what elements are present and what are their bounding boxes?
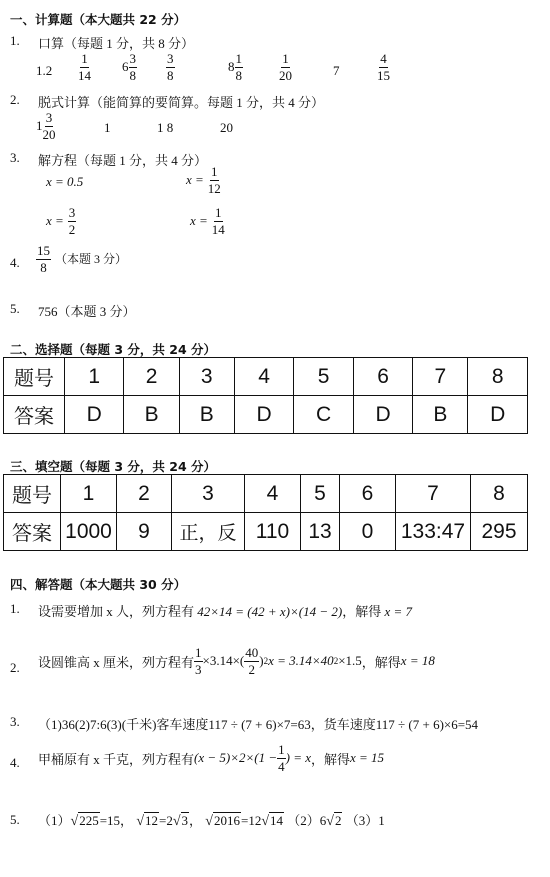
q1-answer-1: 1.2 — [36, 63, 53, 78]
section-4-header: 四、解答题（本大题共 30 分） — [10, 577, 187, 592]
q2-instruction: 脱式计算（能简算的要简算。每题 1 分，共 4 分） — [38, 95, 325, 110]
table-cell: D — [65, 396, 124, 434]
table-cell: 4 — [245, 475, 301, 513]
table-cell: D — [234, 396, 293, 434]
q5-answer: 756（本题 3 分） — [38, 304, 136, 319]
table-cell: 5 — [294, 358, 353, 396]
table-cell: 2 — [124, 358, 179, 396]
row-label-number: 题号 — [4, 358, 65, 396]
q2-answer-3: 1 8 — [157, 120, 174, 135]
q4-number: 4. — [10, 255, 20, 270]
table-cell: B — [124, 396, 179, 434]
q1-instruction: 口算（每题 1 分，共 8 分） — [38, 36, 195, 51]
table-cell: 3 — [179, 358, 234, 396]
s4-q4-number: 4. — [10, 755, 20, 770]
s4-q3-answer: （1)36(2)7:6(3)(千米)客车速度117 ÷ (7 + 6)×7=63，货车速度117 ÷ (7 + 6)×6=54 — [38, 717, 479, 732]
q5-number: 5. — [10, 301, 20, 316]
table-cell: 9 — [117, 513, 172, 551]
table-cell: 4 — [234, 358, 293, 396]
table-cell: C — [294, 396, 353, 434]
table-row-answers — [4, 396, 528, 434]
table-cell: 295 — [471, 513, 528, 551]
table-cell: D — [468, 396, 528, 434]
q2-answer-1: 1 $\frac{3}{20}$ — [36, 110, 56, 142]
table-cell: 7 — [396, 475, 471, 513]
fill-blank-answer-table — [3, 474, 528, 551]
q1-answer-5: 8 $\frac{1}{8}$ — [228, 51, 242, 83]
q1-answer-4: $\frac{3}{8}$ — [167, 51, 174, 83]
table-cell: 1000 — [61, 513, 117, 551]
q1-answer-6: $\frac{1}{20}$ — [279, 51, 292, 83]
table-cell: 5 — [301, 475, 340, 513]
q2-number: 2. — [10, 92, 20, 107]
table-cell: B — [413, 396, 468, 434]
row-label-number: 题号 — [4, 475, 61, 513]
table-cell: 0 — [340, 513, 396, 551]
table-cell: D — [353, 396, 412, 434]
table-cell: 3 — [172, 475, 245, 513]
table-cell: 正，反 — [172, 513, 245, 551]
table-cell: 7 — [413, 358, 468, 396]
q3-instruction: 解方程（每题 1 分，共 4 分） — [38, 153, 208, 168]
q2-answer-2: 1 — [104, 120, 111, 135]
table-cell: 1 — [65, 358, 124, 396]
q1-answer-7: 7 — [333, 63, 340, 78]
choice-answer-table — [3, 357, 528, 434]
table-cell: 8 — [468, 358, 528, 396]
q3-equation-1: x = 0.5 — [46, 174, 84, 189]
s4-q5-answer: （1）√225=15， √12=2√3， √2016=12√14 （2）6√2 （3）1 — [38, 813, 385, 829]
section-2-header: 二、选择题（每题 3 分，共 24 分） — [10, 342, 217, 357]
table-cell: 110 — [245, 513, 301, 551]
row-label-answer: 答案 — [4, 513, 61, 551]
q1-answer-8: $\frac{4}{15}$ — [377, 51, 390, 83]
section-1-header: 一、计算题（本大题共 22 分） — [10, 12, 187, 27]
table-cell: 6 — [340, 475, 396, 513]
table-cell: B — [179, 396, 234, 434]
section-3-header: 三、填空题（每题 3 分，共 24 分） — [10, 459, 217, 474]
q1-answer-2: $\frac{1}{14}$ — [78, 51, 91, 83]
q1-number: 1. — [10, 33, 20, 48]
q3-equation-2: x = $\frac{1}{12}$ — [186, 164, 221, 196]
table-cell: 6 — [353, 358, 412, 396]
s4-q5-number: 5. — [10, 812, 20, 827]
table-cell: 13 — [301, 513, 340, 551]
row-label-answer: 答案 — [4, 396, 65, 434]
s4-q2-answer: 设圆锥高 x 厘米，列方程有 $\frac{1}{3}$ ×3.14×( $\frac{40}{2}$ ) 2 x = 3.14×40 2 ×1.5 ，解得 x = 18 — [38, 645, 435, 677]
table-row-numbers — [4, 358, 528, 396]
q2-answer-4: 20 — [220, 120, 233, 135]
q1-answer-3: 6 $\frac{3}{8}$ — [122, 51, 136, 83]
q3-number: 3. — [10, 150, 20, 165]
s4-q2-number: 2. — [10, 660, 20, 675]
table-cell: 133:47 — [396, 513, 471, 551]
table-cell: 8 — [471, 475, 528, 513]
q4-answer: $\frac{15}{8}$ （本题 3 分） — [37, 243, 128, 275]
s4-q1-number: 1. — [10, 601, 20, 616]
q3-equation-3: x = $\frac{3}{2}$ — [46, 205, 76, 237]
s4-q4-answer: 甲桶原有 x 千克，列方程有 (x − 5)×2×(1 − $\frac{1}{4}$ ) = x ，解得 x = 15 — [38, 742, 385, 774]
table-row-numbers — [4, 475, 528, 513]
s4-q1-answer: 设需要增加 x 人，列方程有 42×14 = (42 + x)×(14 − 2)，解得 x = 7 — [38, 604, 413, 619]
table-row-answers — [4, 513, 528, 551]
s4-q3-number: 3. — [10, 714, 20, 729]
table-cell: 2 — [117, 475, 172, 513]
q3-equation-4: x = $\frac{1}{14}$ — [190, 205, 225, 237]
table-cell: 1 — [61, 475, 117, 513]
